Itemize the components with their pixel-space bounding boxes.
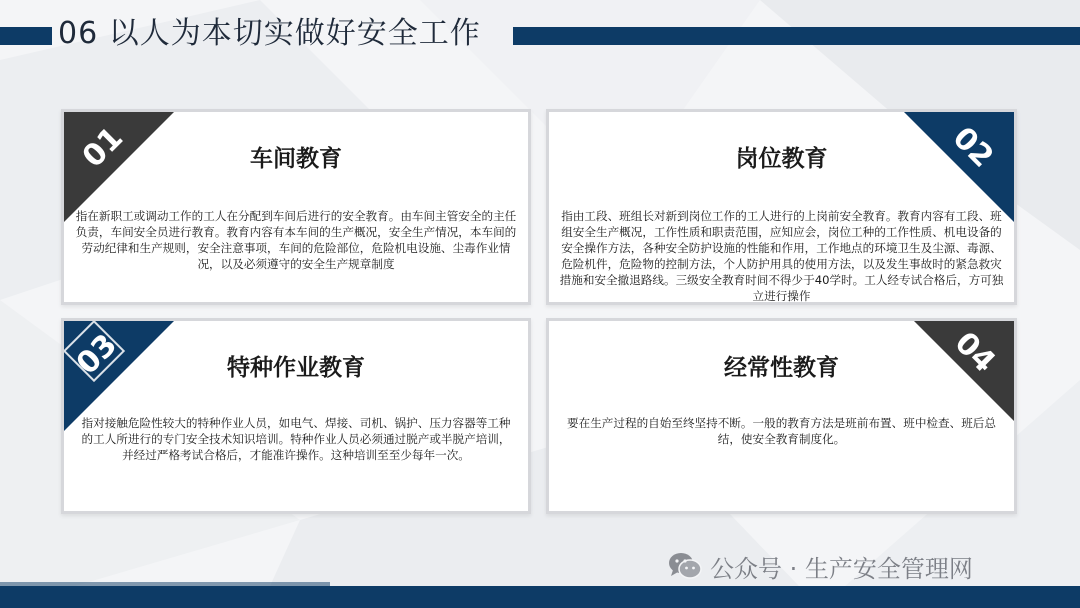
card-number: 01 — [75, 120, 131, 175]
card-body: 指由工段、班组长对新到岗位工作的工人进行的上岗前安全教育。教育内容有工段、班组安全生产概况，工作性质和职责范围，应知应会，岗位工种的工作性质、机电设备的安全操作方法，各种安全防护设施的性能和作用，工作地点的环境卫生及尘源、毒源、危险机件，危险物的控制方法，个人防护用具的使用方法，以及发生事故时的紧急救灾措施和安全撤退路线。三级安全教育时间不得少于40学时。工人经专试合格后，方可独立进行操作 — [559, 209, 1004, 303]
card-body: 要在生产过程的自始至终坚持不断。一般的教育方法是班前布置、班中检查、班后总结，使安全教育制度化。 — [567, 416, 996, 446]
card-body: 指对接触危险性较大的特种作业人员，如电气、焊接、司机、锅护、压力容器等工种的工人所进行的专门安全技术知识培训。特种作业人员必须通过脱产或半脱产培训，并经过严格考试合格后，才能准许操作。这种培训至至少每年一次。 — [81, 416, 511, 462]
card-number: 03 — [69, 327, 125, 382]
card-heading: 特种作业教育 — [227, 355, 365, 381]
card-heading: 车间教育 — [250, 146, 342, 172]
footer-bar — [0, 586, 1080, 608]
watermark-text: 公众号 · 生产安全管理网 — [710, 554, 973, 583]
card-heading: 经常性教育 — [724, 355, 839, 381]
card-post-education — [546, 109, 1017, 305]
card-special-operation-education — [61, 318, 531, 514]
title-bar-left — [0, 27, 52, 45]
card-workshop-education — [61, 109, 531, 305]
page-title: 06 以人为本切实做好安全工作 — [58, 16, 481, 51]
card-heading: 岗位教育 — [735, 146, 828, 172]
card-regular-education — [546, 318, 1017, 514]
card-body: 指在新职工或调动工作的工人在分配到车间后进行的安全教育。由车间主管安全的主任负责，车间安全员进行教育。教育内容有本车间的生产概况，安全生产情况，本车间的劳动纪律和生产规则，安全注意事项，车间的危险部位，危险机电设施、尘毒作业情况，以及必须遵守的安全生产规章制度 — [75, 209, 517, 271]
card-number: 04 — [947, 325, 1003, 380]
watermark — [668, 548, 973, 584]
wechat-icon — [668, 551, 702, 581]
card-number: 02 — [945, 120, 1001, 175]
title-bar-right — [513, 27, 1080, 45]
